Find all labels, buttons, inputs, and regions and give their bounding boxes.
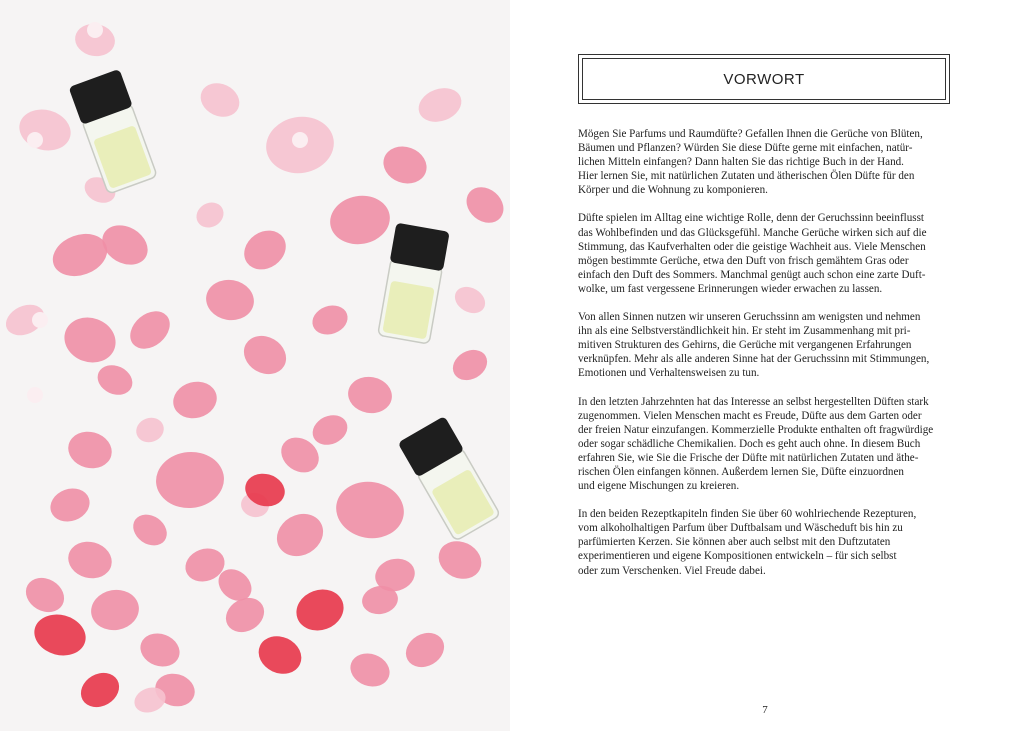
- paragraph: [578, 310, 954, 380]
- text-line: das Wohlbefinden und das Glücksgefühl. Manche Gerüche wirken sich auf die: [578, 226, 927, 239]
- petal-shape: [326, 191, 393, 249]
- text-line: In den beiden Rezeptkapiteln finden Sie über 60 wohlriechende Rezepturen,: [578, 508, 917, 521]
- flower-center: [87, 22, 103, 38]
- petal-shape: [400, 626, 451, 674]
- petal-shape: [95, 217, 155, 272]
- petal-shape: [136, 628, 185, 672]
- flower-center: [27, 132, 43, 148]
- text-line: mitiven Strukturen des Gehirns, die Gerüche mit vergangenen Erfahrungen: [578, 339, 912, 352]
- paragraph: [578, 127, 954, 197]
- petal-shape: [64, 537, 116, 583]
- petal-shape: [133, 414, 168, 446]
- petal-shape: [432, 534, 487, 585]
- title-frame: [578, 54, 950, 104]
- petal-shape: [447, 344, 492, 386]
- text-line: rischen Ölen einfangen können. Außerdem lernen Sie, Düfte einzuordnen: [578, 465, 904, 478]
- petal-shape: [378, 141, 432, 190]
- flower-center: [27, 387, 43, 403]
- oil-bottle: [68, 69, 158, 195]
- petal-shape: [30, 609, 91, 661]
- petal-shape: [450, 282, 490, 319]
- text-line: experimentieren und eigene Kompositionen entwickeln – für sich selbst: [578, 550, 897, 563]
- text-line: Bäumen und Pflanzen? Würden Sie diese Düfte gerne mit einfachen, natür-: [578, 142, 913, 155]
- petal-shape: [88, 586, 142, 634]
- text-line: verknüpfen. Mehr als alle anderen Sinne hat der Geruchssinn mit Stimmungen,: [578, 353, 930, 366]
- text-line: Körper und die Wohnung zu komponieren.: [578, 184, 768, 197]
- petal-shape: [414, 82, 466, 127]
- flower-center: [32, 312, 48, 328]
- paragraph: [578, 395, 954, 494]
- petal-shape: [93, 360, 137, 401]
- text-line: erfahren Sie, wie Sie die Frische der Düfte mit natürlichen Zutaten und äthe-: [578, 451, 919, 464]
- petal-shape: [269, 506, 331, 565]
- oil-bottle: [398, 416, 502, 542]
- text-line: der freien Natur einzufangen. Kommerzielle Produkte enthalten oft fragwürdige: [578, 423, 934, 436]
- petal-shape: [20, 571, 71, 619]
- text-line: Stimmung, das Kaufverhalten oder die geistige Wachheit aus. Viele Menschen: [578, 240, 926, 253]
- page-title: VORWORT: [723, 70, 805, 88]
- paragraph: [578, 211, 954, 296]
- petal-shape: [291, 583, 350, 637]
- petal-shape: [237, 223, 294, 278]
- paragraph: [578, 507, 954, 577]
- petal-shape: [345, 373, 395, 416]
- petal-shape: [237, 328, 293, 381]
- text-line: oder zum Verschenken. Viel Freude dabei.: [578, 564, 766, 577]
- text-line: oder sogar schädliche Chemikalien. Doch es geht auch ohne. In diesem Buch: [578, 437, 921, 450]
- petal-shape: [154, 449, 227, 511]
- text-line: einfach den Duft des Sommers. Manchmal genügt auch schon eine zarte Duft-: [578, 268, 926, 281]
- text-line: In den letzten Jahrzehnten hat das Interesse an selbst hergestellten Düften stark: [578, 395, 929, 408]
- bottle-oil: [382, 281, 434, 340]
- text-line: Düfte spielen im Alltag eine wichtige Rolle, denn der Geruchssinn beeinflusst: [578, 212, 924, 225]
- text-line: und eigene Mischungen zu kreieren.: [578, 480, 740, 493]
- body-text: [578, 127, 954, 592]
- title-frame-inner: [582, 58, 946, 100]
- text-page: [510, 0, 1020, 731]
- text-line: parfümierten Kerzen. Sie können aber auch selbst mit den Duftzutaten: [578, 536, 891, 549]
- petal-shape: [192, 198, 228, 233]
- petal-shape: [58, 310, 122, 369]
- petal-shape: [252, 629, 307, 680]
- petal-shape: [169, 377, 221, 423]
- petal-shape: [332, 477, 409, 544]
- text-line: Von allen Sinnen nutzen wir unseren Geruchssinn am wenigsten und nehmen: [578, 311, 921, 324]
- text-line: lichen Mitteln einfangen? Dann halten Sie das richtige Buch in der Hand.: [578, 156, 904, 169]
- petal-shape: [75, 666, 126, 714]
- petal-shape: [127, 508, 173, 552]
- petal-shape: [64, 427, 116, 473]
- oil-bottle: [377, 223, 450, 345]
- petal-shape: [123, 304, 177, 357]
- text-line: Mögen Sie Parfums und Raumdüfte? Gefallen Ihnen die Gerüche von Blüten,: [578, 128, 923, 140]
- petal-shape: [308, 410, 352, 451]
- text-line: zugenommen. Vielen Menschen macht es Freude, Düfte aus dem Garten oder: [578, 409, 922, 422]
- petal-shape: [195, 77, 245, 123]
- petal-shape: [459, 180, 510, 230]
- text-line: Hier lernen Sie, mit natürlichen Zutaten und ätherischen Ölen Düfte für den: [578, 170, 915, 183]
- petal-shape: [15, 104, 76, 156]
- petal-shape: [308, 301, 351, 340]
- text-line: Emotionen und Verhaltensweisen zu tun.: [578, 367, 760, 380]
- petal-shape: [346, 648, 395, 692]
- text-line: mögen bestimmte Gerüche, etwa den Duft von frisch gemähtem Gras oder: [578, 254, 909, 267]
- text-line: vom alkoholhaltigen Parfum über Duftbalsam und Wäscheduft bis hin zu: [578, 522, 903, 535]
- petal-shape: [46, 483, 95, 527]
- text-line: wolke, um fast vergessene Erinnerungen wieder erwachen zu lassen.: [578, 282, 883, 295]
- page-number: 7: [762, 704, 768, 716]
- flower-center: [292, 132, 308, 148]
- petal-shape: [203, 276, 257, 324]
- text-line: ihn als eine Selbstverständlichkeit hin. Er steht im Zusammenhang mit pri-: [578, 325, 911, 338]
- petal-shape: [47, 227, 113, 284]
